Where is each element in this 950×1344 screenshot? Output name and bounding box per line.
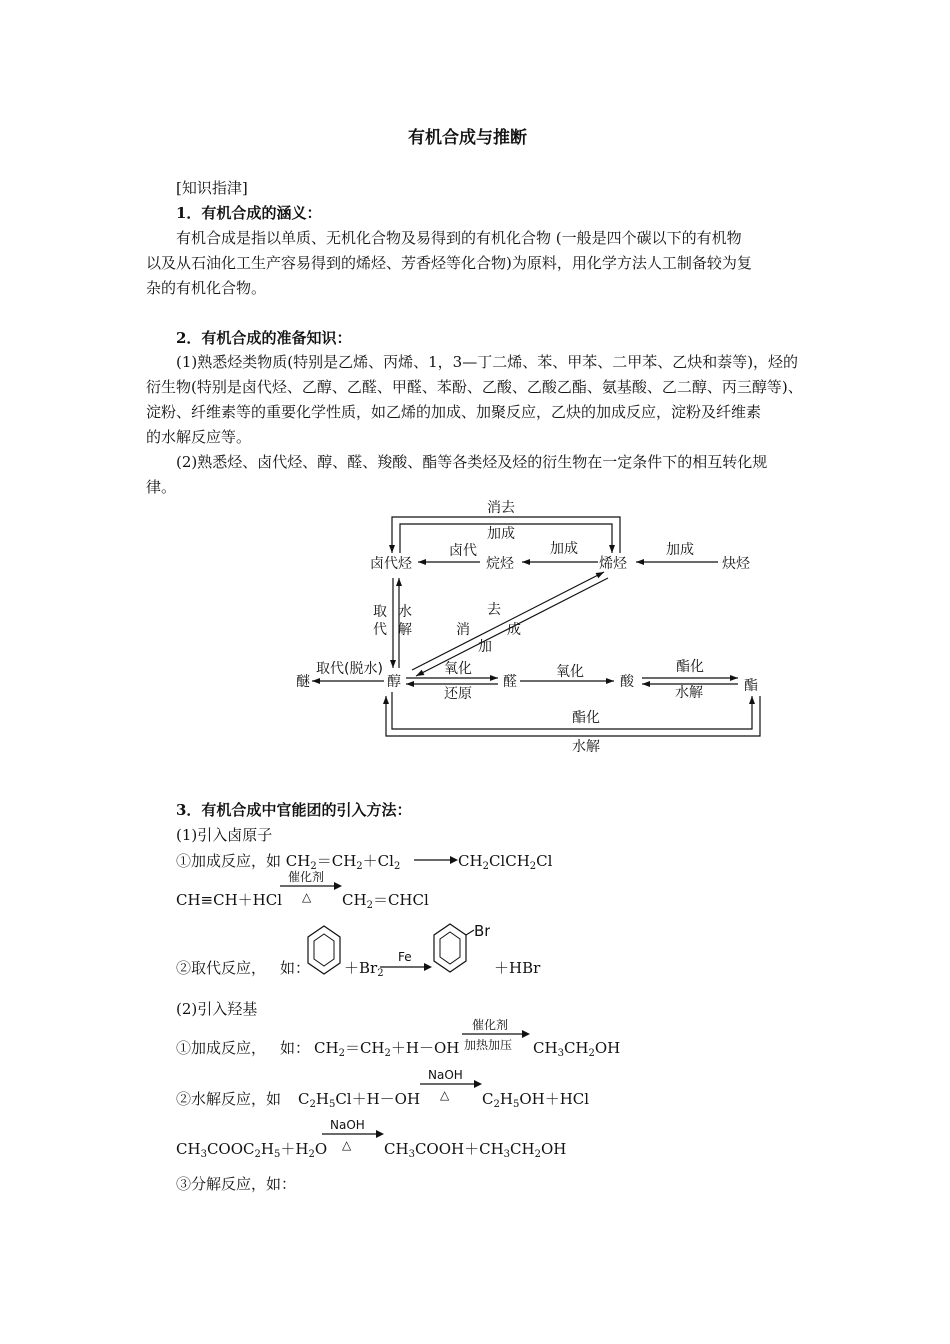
node-alkyne: 炔烃 xyxy=(722,556,750,572)
reaction-2-arrow xyxy=(378,950,434,974)
node-acid: 酸 xyxy=(620,674,634,690)
reaction-4-product: $C_2H_5OH+HCl$ xyxy=(482,1090,590,1110)
label-reduction: 还原 xyxy=(444,686,472,702)
node-ester: 酯 xyxy=(744,678,758,694)
label-dehydration: 取代(脱水) xyxy=(316,661,383,677)
s2-p1-line-4: 的水解反应等。 xyxy=(146,428,252,446)
reaction-3-reactants: $CH_2=CH_2+H-OH$ xyxy=(314,1039,460,1059)
node-aldehyde: 醛 xyxy=(503,674,517,690)
bromobenzene-structure xyxy=(430,920,490,976)
reaction-5-catalyst: NaOH xyxy=(330,1118,365,1132)
section-1-heading: 1．有机合成的涵义： xyxy=(176,204,322,222)
s1-line-1: 有机合成是指以单质、无机化合物及易得到的有机化合物 (一般是四个碳以下的有机物 xyxy=(176,229,742,247)
s2-p1-line-3: 淀粉、纤维素等的重要化学性质，如乙烯的加成、加聚反应，乙炔的加成反应，淀粉及纤维素 xyxy=(146,403,762,421)
reaction-3-ru: 如： xyxy=(280,1039,311,1057)
reaction-4-heat: △ xyxy=(440,1088,450,1102)
reaction-3-condition: 加热加压 xyxy=(464,1038,513,1052)
bromo-label: Br xyxy=(474,922,490,940)
label-halogenation: 卤代 xyxy=(449,543,477,559)
reaction-4-catalyst: NaOH xyxy=(428,1068,463,1082)
label-add-cheng: 成 xyxy=(507,622,521,638)
label-oxidation-2: 氧化 xyxy=(556,664,584,680)
reaction-1b-heat: △ xyxy=(302,890,312,904)
reaction-4-arrow xyxy=(418,1066,484,1106)
node-ether: 醚 xyxy=(296,674,310,690)
label-alkyne-to-alkene: 加成 xyxy=(666,542,694,558)
label-addition-top: 加成 xyxy=(487,526,515,542)
s3-sub-2: (2)引入羟基 xyxy=(176,1000,258,1018)
reaction-3-product: $CH_3CH_2OH$ xyxy=(533,1039,621,1059)
page-title: 有机合成与推断 xyxy=(408,128,527,148)
reaction-5-product: $CH_3COOH+CH_3CH_2OH$ xyxy=(384,1140,567,1160)
label-hydrolysis-j: 解 xyxy=(398,622,412,638)
s1-line-2: 以及从石油化工生产容易得到的烯烃、芳香烃等化合物)为原料，用化学方法人工制备较为复 xyxy=(146,254,752,272)
reaction-4-label: ②水解反应，如 xyxy=(176,1090,282,1108)
label-esterification: 酯化 xyxy=(676,659,704,675)
label-ester-hydrolysis: 水解 xyxy=(675,685,703,701)
reaction-1b-arrow xyxy=(278,868,344,908)
reaction-5-heat: △ xyxy=(342,1138,352,1152)
node-haloalkane: 卤代烃 xyxy=(370,556,412,572)
s2-p1-line-1: (1)熟悉烃类物质(特别是乙烯、丙烯、1，3—丁二烯、苯、甲苯、二甲苯、乙炔和萘等)，烃的 xyxy=(176,353,799,371)
reaction-1-product: $CH_2ClCH_2Cl$ xyxy=(458,852,553,872)
label-oxidation-1: 氧化 xyxy=(444,661,472,677)
reaction-3-catalyst: 催化剂 xyxy=(472,1018,509,1032)
reaction-6-label: ③分解反应，如： xyxy=(176,1175,297,1193)
reaction-4-reactants: $C_2H_5Cl+H-OH$ xyxy=(298,1090,421,1110)
reaction-1: ①加成反应，如 $CH_2=CH_2+Cl_2$ xyxy=(176,852,401,872)
label-hydrolysis-loop: 水解 xyxy=(572,739,600,755)
reaction-1b-product: $CH_2=CHCl$ xyxy=(342,891,429,911)
section-label-guide: [知识指津] xyxy=(176,179,248,197)
reaction-2-catalyst: Fe xyxy=(398,950,412,964)
label-elim-qu: 去 xyxy=(487,602,501,618)
label-substitution-d: 代 xyxy=(373,622,387,638)
reaction-1-label: ①加成反应，如 xyxy=(176,852,282,870)
label-substitution-q: 取 xyxy=(373,604,387,620)
reaction-1b-reactants: CH≡CH＋HCl xyxy=(176,891,283,909)
s2-p2-line-2: 律。 xyxy=(146,478,177,496)
label-elim-xiao: 消 xyxy=(456,622,470,638)
label-elimination-top: 消去 xyxy=(487,500,515,516)
s2-p1-line-2: 衍生物(特别是卤代烃、乙醇、乙醛、甲醛、苯酚、乙酸、乙酸乙酯、氨基酸、乙二醇、丙三醇等)、 xyxy=(146,378,803,396)
reaction-2-br2: $+Br_2$ xyxy=(344,959,384,979)
section-2-heading: 2．有机合成的准备知识： xyxy=(176,329,352,347)
arrow-elimination-diagonal xyxy=(412,572,604,670)
node-alkane: 烷烃 xyxy=(486,556,514,572)
s2-p2-line-1: (2)熟悉烃、卤代烃、醇、醛、羧酸、酯等各类烃及烃的衍生物在一定条件下的相互转化规 xyxy=(176,453,768,471)
reaction-1b-catalyst: 催化剂 xyxy=(288,870,325,884)
reaction-5-arrow xyxy=(320,1116,386,1156)
reaction-3-arrow xyxy=(460,1016,532,1056)
reaction-1-arrow xyxy=(414,855,458,865)
reaction-3-label: ①加成反应， xyxy=(176,1039,267,1057)
label-hydrolysis-s: 水 xyxy=(398,604,412,620)
s1-line-3: 杂的有机化合物。 xyxy=(146,279,267,297)
label-alkene-to-alkane: 加成 xyxy=(550,541,578,557)
label-add-jia: 加 xyxy=(478,639,492,655)
s3-sub-1: (1)引入卤原子 xyxy=(176,826,273,844)
reaction-2-hbr: ＋HBr xyxy=(494,959,541,977)
reaction-2-label: ②取代反应， xyxy=(176,959,267,977)
benzene-structure xyxy=(306,924,342,976)
reaction-5-reactants: $CH_3COOC_2H_5+H_2O$ xyxy=(176,1140,328,1160)
section-3-heading: 3．有机合成中官能团的引入方法： xyxy=(176,801,412,819)
node-alcohol: 醇 xyxy=(387,674,401,690)
node-alkene: 烯烃 xyxy=(599,556,627,572)
label-esterification-loop: 酯化 xyxy=(572,710,600,726)
reaction-2-ru: 如： xyxy=(280,959,311,977)
